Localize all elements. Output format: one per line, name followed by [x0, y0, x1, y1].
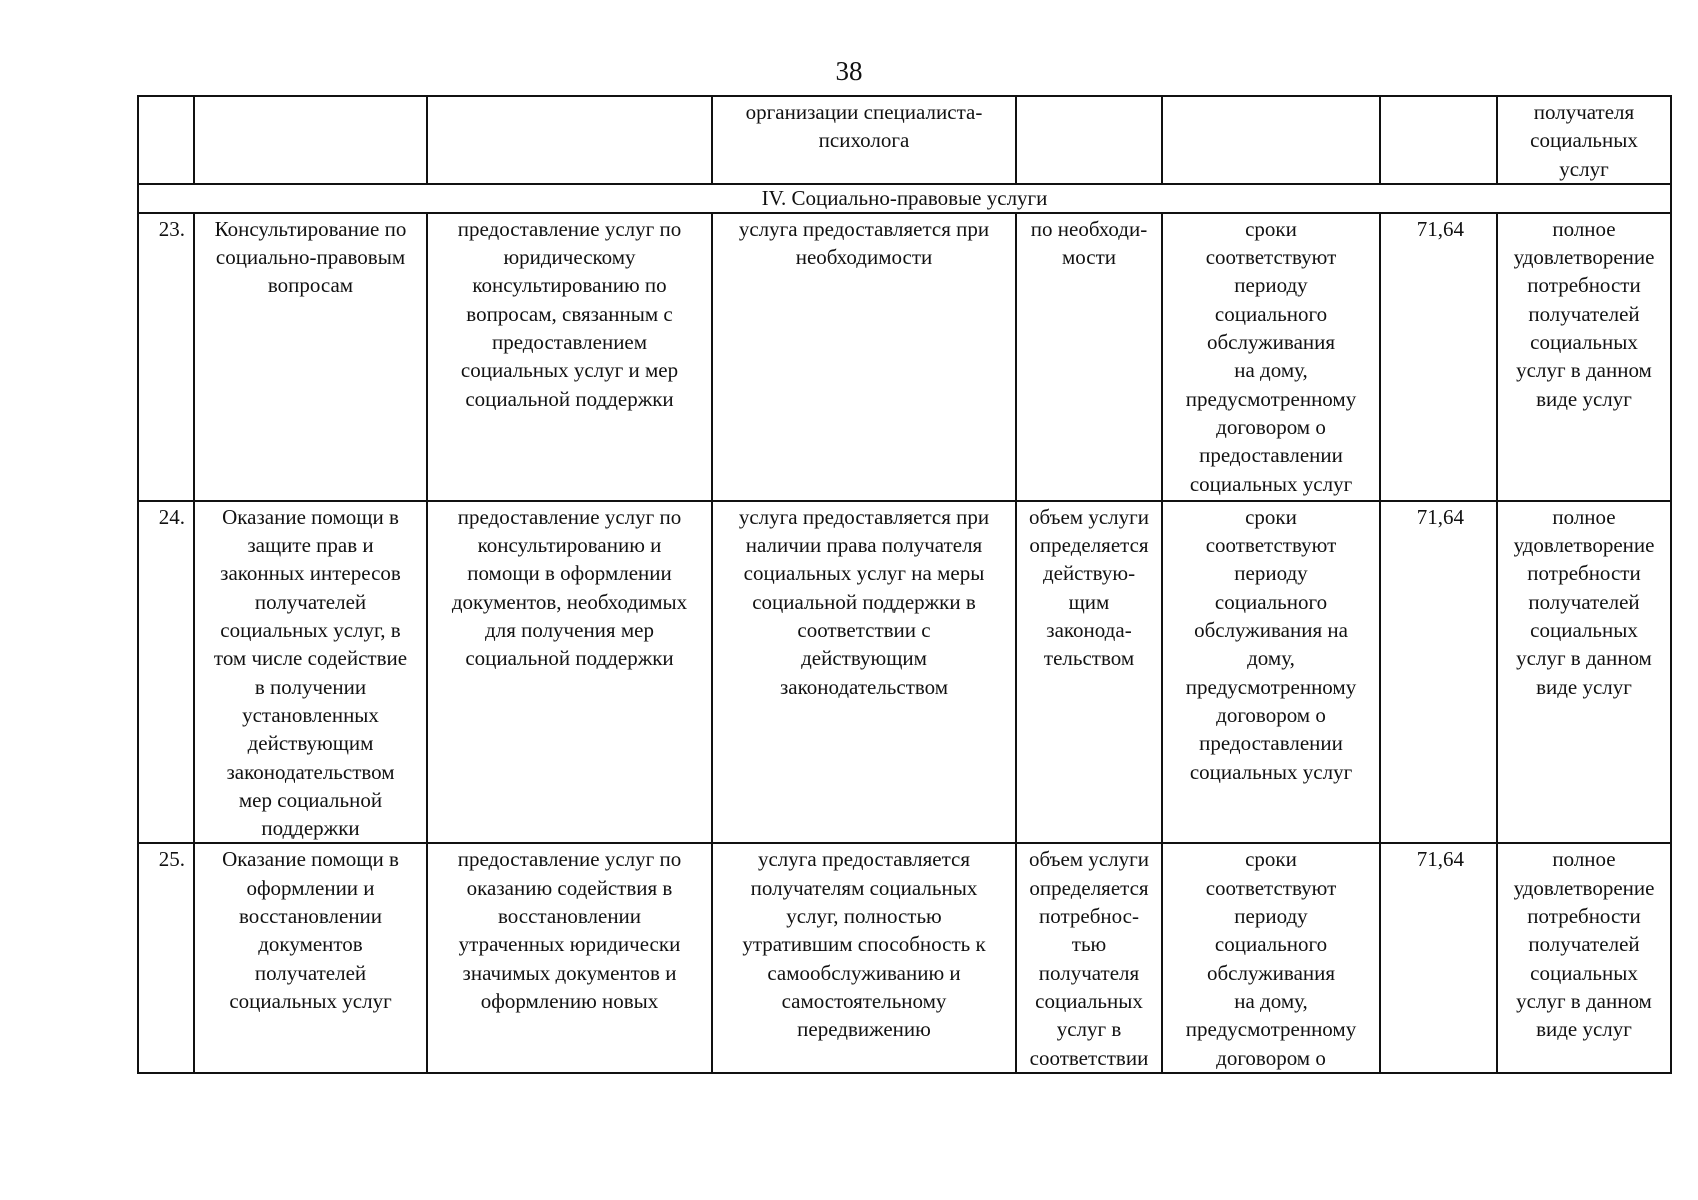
- service-quality: полное удовлетворение потребности получателей социальных услуг в данном виде услуг: [1497, 501, 1671, 844]
- service-content: предоставление услуг по оказанию содействия в восстановлении утраченных юридически значимых документов и оформлению новых: [427, 843, 712, 1073]
- service-volume: объем услуги определяется потребнос- тью получателя социальных услуг в соответствии: [1016, 843, 1162, 1073]
- service-name: Оказание помощи в защите прав и законных интересов получателей социальных услуг, в том числе содействие в получении установленных действующим законодательством мер социальной поддержки: [194, 501, 427, 844]
- service-volume: объем услуги определяется действую- щим законода- тельством: [1016, 501, 1162, 844]
- cont-cell-content: [427, 96, 712, 184]
- service-name: Консультирование по социально-правовым вопросам: [194, 213, 427, 501]
- service-content: предоставление услуг по юридическому консультированию по вопросам, связанным с предоставлением социальных услуг и мер социальной поддержки: [427, 213, 712, 501]
- service-tariff: 71,64: [1380, 213, 1497, 501]
- page-number: 38: [835, 56, 863, 86]
- service-tariff: 71,64: [1380, 843, 1497, 1073]
- cont-cell-volume: [1016, 96, 1162, 184]
- table-row: [138, 213, 1671, 501]
- service-conditions: услуга предоставляется получателям социальных услуг, полностью утратившим способность к самообслуживанию и самостоятельному передвижению: [712, 843, 1016, 1073]
- social-services-table: [137, 95, 1672, 1074]
- service-terms: сроки соответствуют периоду социального обслуживания на дому, предусмотренному договором о предоставлении социальных услуг: [1162, 501, 1380, 844]
- service-conditions: услуга предоставляется при наличии права получателя социальных услуг на меры социальной поддержки в соответствии с действующим законодательством: [712, 501, 1016, 844]
- cont-cell-name: [194, 96, 427, 184]
- table-row: [138, 843, 1671, 1073]
- cont-cell-num: [138, 96, 194, 184]
- row-number: 24.: [138, 501, 194, 844]
- cont-cell-terms: [1162, 96, 1380, 184]
- service-tariff: 71,64: [1380, 501, 1497, 844]
- service-terms: сроки соответствуют периоду социального обслуживания на дому, предусмотренному договором о: [1162, 843, 1380, 1073]
- service-content: предоставление услуг по консультированию и помощи в оформлении документов, необходимых для получения мер социальной поддержки: [427, 501, 712, 844]
- service-quality: полное удовлетворение потребности получателей социальных услуг в данном виде услуг: [1497, 213, 1671, 501]
- service-volume: по необходи- мости: [1016, 213, 1162, 501]
- service-conditions: услуга предоставляется при необходимости: [712, 213, 1016, 501]
- table-row: [138, 501, 1671, 844]
- row-number: 25.: [138, 843, 194, 1073]
- row-number: 23.: [138, 213, 194, 501]
- section-row: [138, 184, 1671, 213]
- section-title: IV. Социально-правовые услуги: [138, 184, 1671, 213]
- cont-quality-text: получателя социальных услуг: [1530, 100, 1638, 181]
- cont-cell-tariff: [1380, 96, 1497, 184]
- service-quality: полное удовлетворение потребности получателей социальных услуг в данном виде услуг: [1497, 843, 1671, 1073]
- cont-conditions-text: организации специалиста- психолога: [745, 100, 983, 153]
- cont-cell-conditions: [712, 96, 1016, 184]
- service-terms: сроки соответствуют периоду социального обслуживания на дому, предусмотренному договором о предоставлении социальных услуг: [1162, 213, 1380, 501]
- service-name: Оказание помощи в оформлении и восстановлении документов получателей социальных услуг: [194, 843, 427, 1073]
- cont-cell-quality: [1497, 96, 1671, 184]
- continuation-row: [138, 96, 1671, 184]
